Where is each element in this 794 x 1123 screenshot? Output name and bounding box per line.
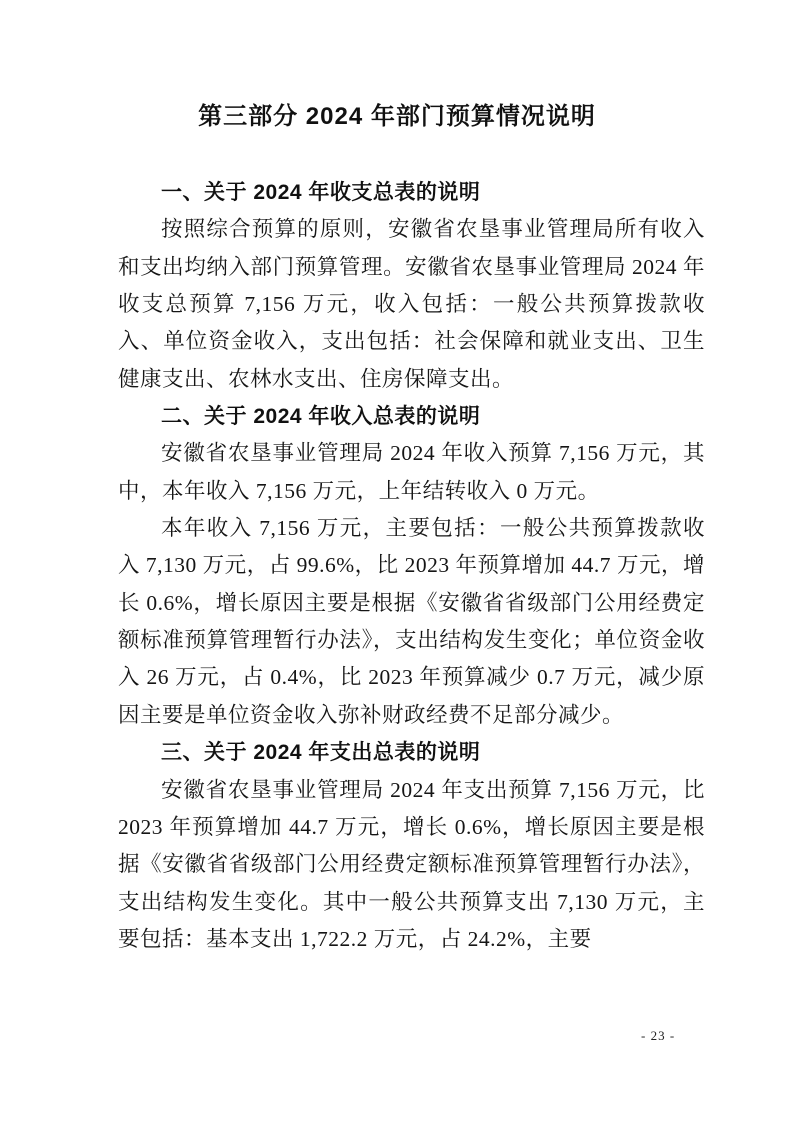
section-heading-income-summary: 二、关于 2024 年收入总表的说明	[161, 405, 481, 429]
paragraph: 安徽省农垦事业管理局 2024 年支出预算 7,156 万元，比 2023 年预算增加 44.7 万元，增长 0.6%，增长原因主要是根据《安徽省省级部门公用经费定额标准预算管理暂行办法》，支出结构发生变化。其中一般公共预算支出 7,130 万元，主要包括：基本支出 1,722.2 万元，占 24.2%，主要	[118, 777, 705, 951]
page-number: - 23 -	[641, 1028, 676, 1043]
paragraph: 本年收入 7,156 万元，主要包括：一般公共预算拨款收入 7,130 万元，占 99.6%，比 2023 年预算增加 44.7 万元，增长 0.6%，增长原因主要是根据《安徽省省级部门公用经费定额标准预算管理暂行办法》，支出结构发生变化；单位资金收入 26 万元，占 0.4%，比 2023 年预算减少 0.7 万元，减少原因主要是单位资金收入弥补财政经费不足部分减少。	[118, 516, 705, 727]
section-heading-income-expenditure-summary: 一、关于 2024 年收支总表的说明	[161, 181, 481, 204]
paragraph: 按照综合预算的原则，安徽省农垦事业管理局所有收入和支出均纳入部门预算管理。安徽省农垦事业管理局 2024 年收支总预算 7,156 万元，收入包括：一般公共预算拨款收入、单位资金收入，支出包括：社会保障和就业支出、卫生健康支出、农林水支出、住房保障支出。	[118, 217, 705, 391]
paragraph: 安徽省农垦事业管理局 2024 年收入预算 7,156 万元，其中，本年收入 7,156 万元，上年结转收入 0 万元。	[118, 441, 705, 503]
document-body	[118, 174, 705, 958]
page-title: 第三部分 2024 年部门预算情况说明	[198, 103, 596, 130]
section-heading-expenditure-summary: 三、关于 2024 年支出总表的说明	[161, 741, 481, 765]
